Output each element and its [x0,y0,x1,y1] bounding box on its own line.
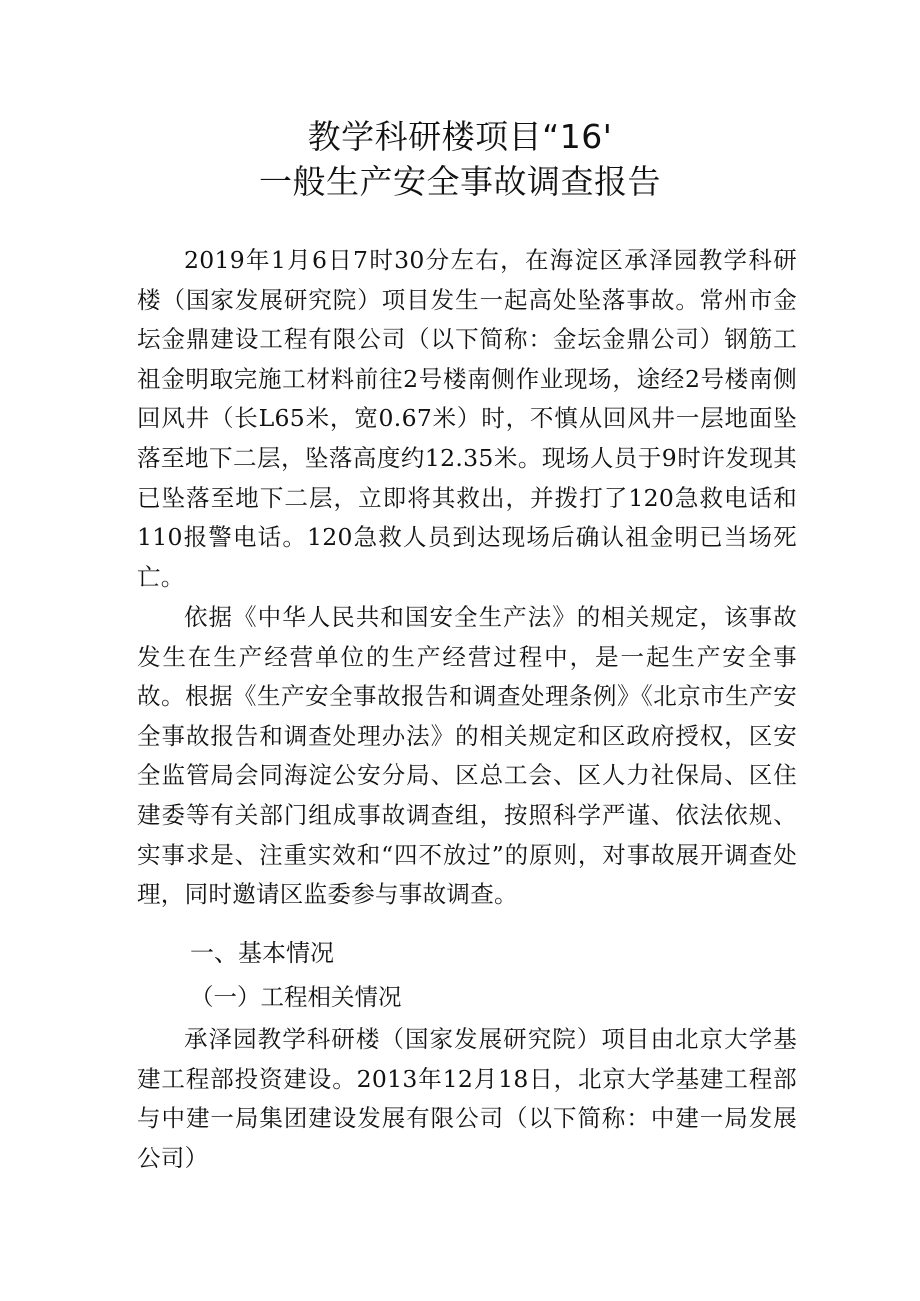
paragraph-investigation-basis: 依据《中华人民共和国安全生产法》的相关规定，该事故发生在生产经营单位的生产经营过程中，是一起生产安全事故。根据《生产安全事故报告和调查处理条例》《北京市生产安全事故报告和调查处理办法》的相关规定和区政府授权，区安全监管局会同海淀公安分局、区总工会、区人力社保局、区住建委等有关部门组成事故调查组，按照科学严谨、依法依规、实事求是、注重实效和“四不放过”的原则，对事故展开调查处理，同时邀请区监委参与事故调查。 [137,603,797,909]
document-title-line-2: 一般生产安全事故调查报告 [259,162,661,201]
paragraph-project-info: 承泽园教学科研楼（国家发展研究院）项目由北京大学基建工程部投资建设。2013年12月18日，北京大学基建工程部与中建一局集团建设发展有限公司（以下简称：中建一局发展公司） [137,1025,797,1172]
paragraph-accident-summary: 2019年1月6日7时30分左右，在海淀区承泽园教学科研楼（国家发展研究院）项目发生一起高处坠落事故。常州市金坛金鼎建设工程有限公司（以下简称：金坛金鼎公司）钢筋工祖金明取完施工材料前往2号楼南侧作业现场，途经2号楼南侧回风井（长L65米，宽0.67米）时，不慎从回风井一层地面坠落至地下二层，坠落高度约12.35米。现场人员于9时许发现其已坠落至地下二层，立即将其救出，并拨打了120急救电话和110报警电话。120急救人员到达现场后确认祖金明已当场死亡。 [137,246,797,591]
section-heading-basic-info: 一、基本情况 [190,939,334,967]
subsection-heading-project-info: （一）工程相关情况 [190,983,402,1011]
document-title-line-1: 教学科研楼项目“16' [307,117,613,156]
